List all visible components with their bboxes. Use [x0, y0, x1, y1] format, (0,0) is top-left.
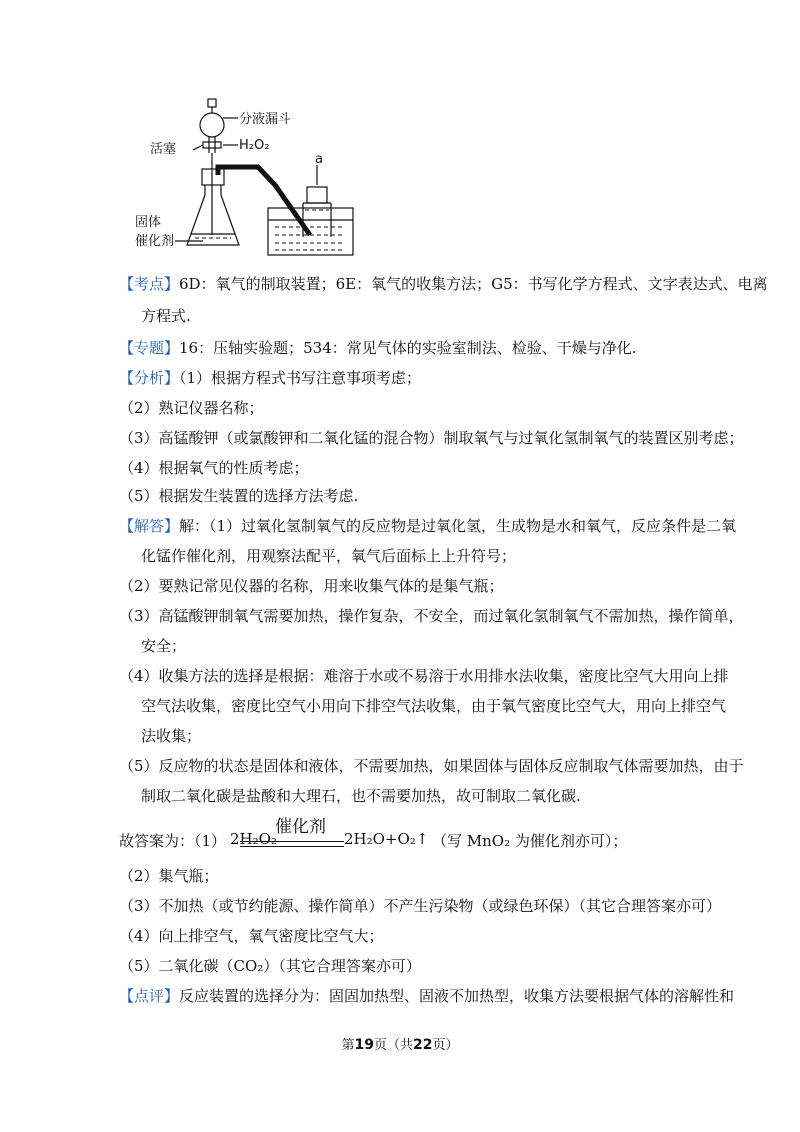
text-line: [141, 546, 516, 566]
line-text: 反应装置的选择分为：固固加热型、固液不加热型，收集方法要根据气体的溶解性和: [179, 987, 735, 1005]
line-text: 法收集；: [141, 727, 202, 745]
text-line: [119, 458, 309, 478]
footer-pre: 第: [341, 1038, 355, 1053]
line-text: （4）根据氧气的性质考虑；: [119, 459, 309, 477]
text-line: [119, 428, 744, 448]
text-line: [141, 306, 191, 326]
section-tag: 【考点】: [119, 275, 180, 293]
line-text: 安全；: [141, 637, 187, 655]
text-line: [119, 274, 768, 294]
equation-condition: 催化剂: [275, 817, 326, 837]
apparatus-figure: [135, 95, 370, 260]
text-line: [119, 486, 358, 506]
text-line: [119, 986, 734, 1006]
text-line: [141, 726, 201, 746]
page-number: 19: [354, 1037, 374, 1053]
line-text: 16：压轴实验题；534：常见气体的实验室制法、检验、干燥与净化.: [179, 339, 637, 357]
page-footer: [0, 1034, 800, 1053]
page-total: 22: [413, 1037, 433, 1053]
line-text: （4）向上排空气，氧气密度比空气大；: [119, 927, 384, 945]
equation-equals-bar: [240, 841, 344, 847]
line-text: （2）熟记仪器名称；: [119, 399, 264, 417]
footer-mid: 页（共: [373, 1038, 413, 1053]
text-line: [119, 926, 384, 946]
catalyst-label: 催化剂: [135, 234, 175, 249]
text-line: [141, 786, 581, 806]
equation-note: （写 MnO₂ 为催化剂亦可）；: [432, 832, 628, 850]
line-text: （5）根据发生装置的选择方法考虑.: [119, 487, 359, 505]
line-text: （3）高锰酸钾制氧气需要加热，操作复杂，不安全，而过氧化氢制氧气不需加热，操作简单，: [119, 607, 744, 625]
h2o2-label: H₂O₂: [239, 138, 270, 153]
equation-reactant: 2H₂O₂: [230, 830, 277, 848]
line-text: 方程式.: [141, 307, 191, 325]
text-line: [119, 606, 744, 626]
text-line: [119, 866, 219, 886]
a-label: a: [315, 152, 323, 167]
text-line: [141, 636, 186, 656]
line-text: 化锰作催化剂，用观察法配平，氧气后面标上上升符号；: [141, 547, 517, 565]
line-text: （5）反应物的状态是固体和液体，不需要加热，如果固体与固体反应制取气体需要加热，由于: [119, 757, 744, 775]
line-text: 空气法收集，密度比空气小用向下排空气法收集，由于氧气密度比空气大，用向上排空气: [141, 697, 727, 715]
line-text: 6D：氧气的制取装置；6E：氧气的收集方法；G5：书写化学方程式、文字表达式、电离: [179, 275, 768, 293]
line-text: （3）高锰酸钾（或氯酸钾和二氧化锰的混合物）制取氧气与过氧化氢制氧气的装置区别考虑；: [119, 429, 744, 447]
solid-label: 固体: [135, 215, 162, 230]
section-tag: 【专题】: [119, 339, 180, 357]
line-text: （2）要熟记常见仪器的名称，用来收集气体的是集气瓶；: [119, 577, 504, 595]
line-text: （2）集气瓶；: [119, 867, 219, 885]
text-line: [119, 338, 637, 358]
text-line: [119, 666, 729, 686]
answer-prefix: 故答案为：（1）: [119, 832, 227, 850]
text-line: [119, 576, 504, 596]
line-text: 解：（1）过氧化氢制氧气的反应物是过氧化氢，生成物是水和氧气，反应条件是二氧: [179, 517, 737, 535]
section-tag: 【点评】: [119, 987, 180, 1005]
text-line: [141, 696, 726, 716]
text-line: [119, 516, 736, 536]
line-text: （5）二氧化碳（CO₂）（其它合理答案亦可）: [119, 957, 421, 975]
line-text: （1）根据方程式书写注意事项考虑；: [179, 369, 422, 387]
text-line: [119, 398, 264, 418]
line-text: （4）收集方法的选择是根据：难溶于水或不易溶于水用排水法收集，密度比空气大用向上排: [119, 667, 729, 685]
equation-products: 2H₂O+O₂↑: [344, 830, 429, 848]
text-line: [119, 756, 744, 776]
text-line: [119, 896, 721, 916]
text-line: [119, 368, 421, 388]
line-text: 制取二氧化碳是盐酸和大理石，也不需要加热，故可制取二氧化碳.: [141, 787, 581, 805]
text-line: [119, 956, 421, 976]
section-tag: 【分析】: [119, 369, 180, 387]
funnel-label: 分液漏斗: [239, 112, 292, 127]
stopcock-label: 活塞: [150, 142, 177, 157]
section-tag: 【解答】: [119, 517, 180, 535]
line-text: （3）不加热（或节约能源、操作简单）不产生污染物（或绿色环保）（其它合理答案亦可）: [119, 897, 722, 915]
footer-post: 页）: [432, 1038, 459, 1053]
